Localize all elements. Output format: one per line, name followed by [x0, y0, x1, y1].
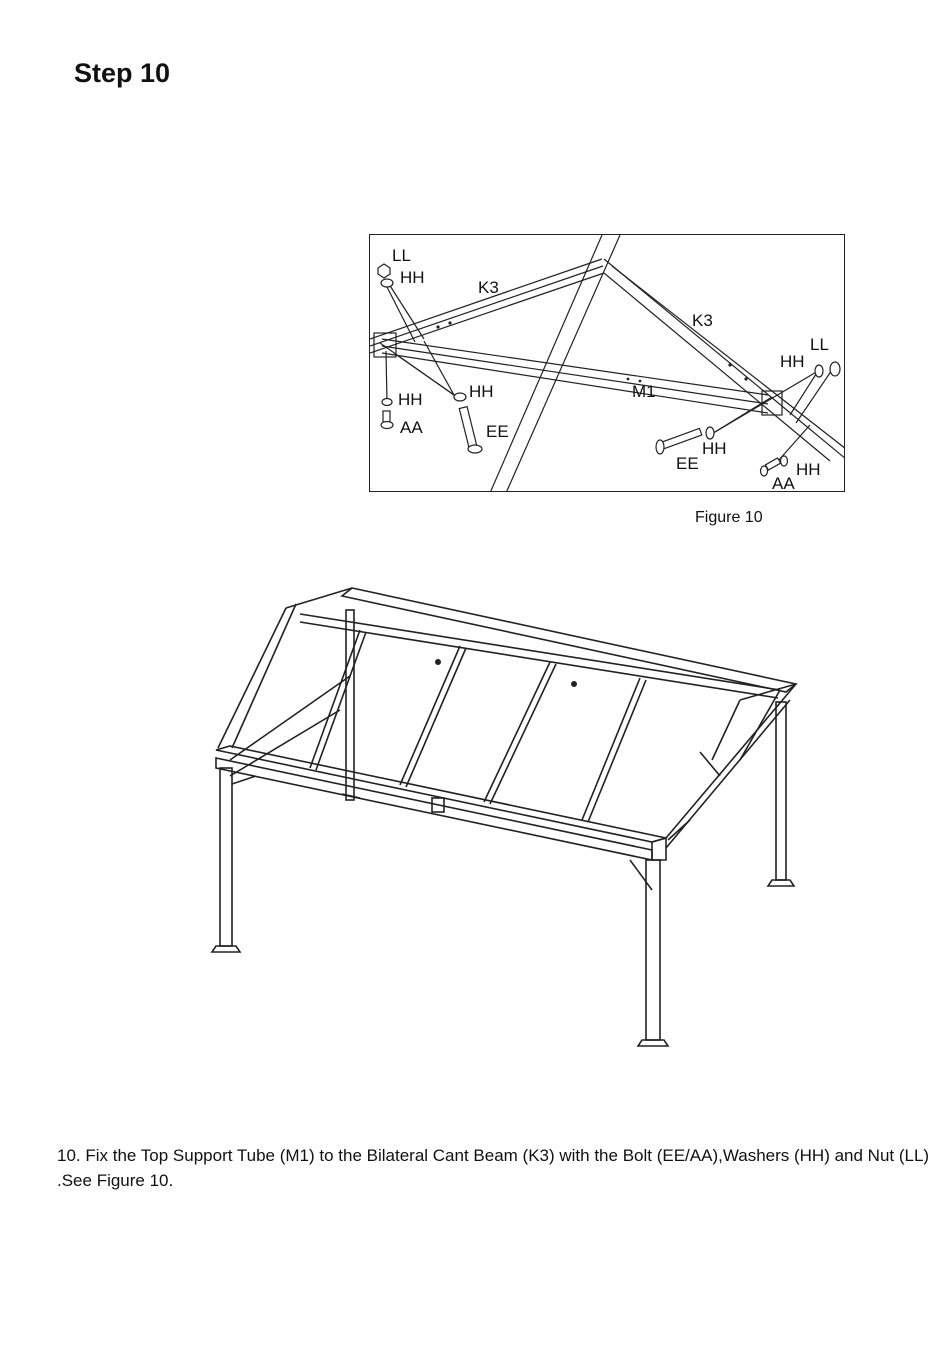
detail-diagram — [370, 235, 845, 492]
label-hh-top: HH — [400, 268, 425, 287]
label-aa-right: AA — [772, 474, 795, 492]
label-hh-left-lower: HH — [398, 390, 423, 409]
nut-ll-top — [378, 264, 390, 278]
label-hh-bolt-right: HH — [702, 439, 727, 458]
label-ee-left: EE — [486, 422, 509, 441]
label-k3-right: K3 — [692, 311, 713, 330]
label-k3-left: K3 — [478, 278, 499, 297]
step-title: Step 10 — [74, 58, 171, 88]
label-hh-right: HH — [780, 352, 805, 371]
label-hh-mid: HH — [469, 382, 494, 401]
label-aa-left: AA — [400, 418, 423, 437]
label-ll-right: LL — [810, 335, 829, 354]
instruction-text: 10. Fix the Top Support Tube (M1) to the Bilateral Cant Beam (K3) with the Bolt (EE/AA),Washers (HH) and Nut (LL) .See Figure 10. — [57, 1146, 930, 1190]
label-ee-right: EE — [676, 454, 699, 473]
label-hh-small-right: HH — [796, 460, 821, 479]
detail-figure — [369, 234, 845, 492]
gazebo-frame-illustration — [200, 580, 820, 1060]
label-m1: M1 — [632, 382, 656, 401]
label-ll-top: LL — [392, 246, 411, 265]
figure-caption: Figure 10 — [695, 509, 763, 526]
